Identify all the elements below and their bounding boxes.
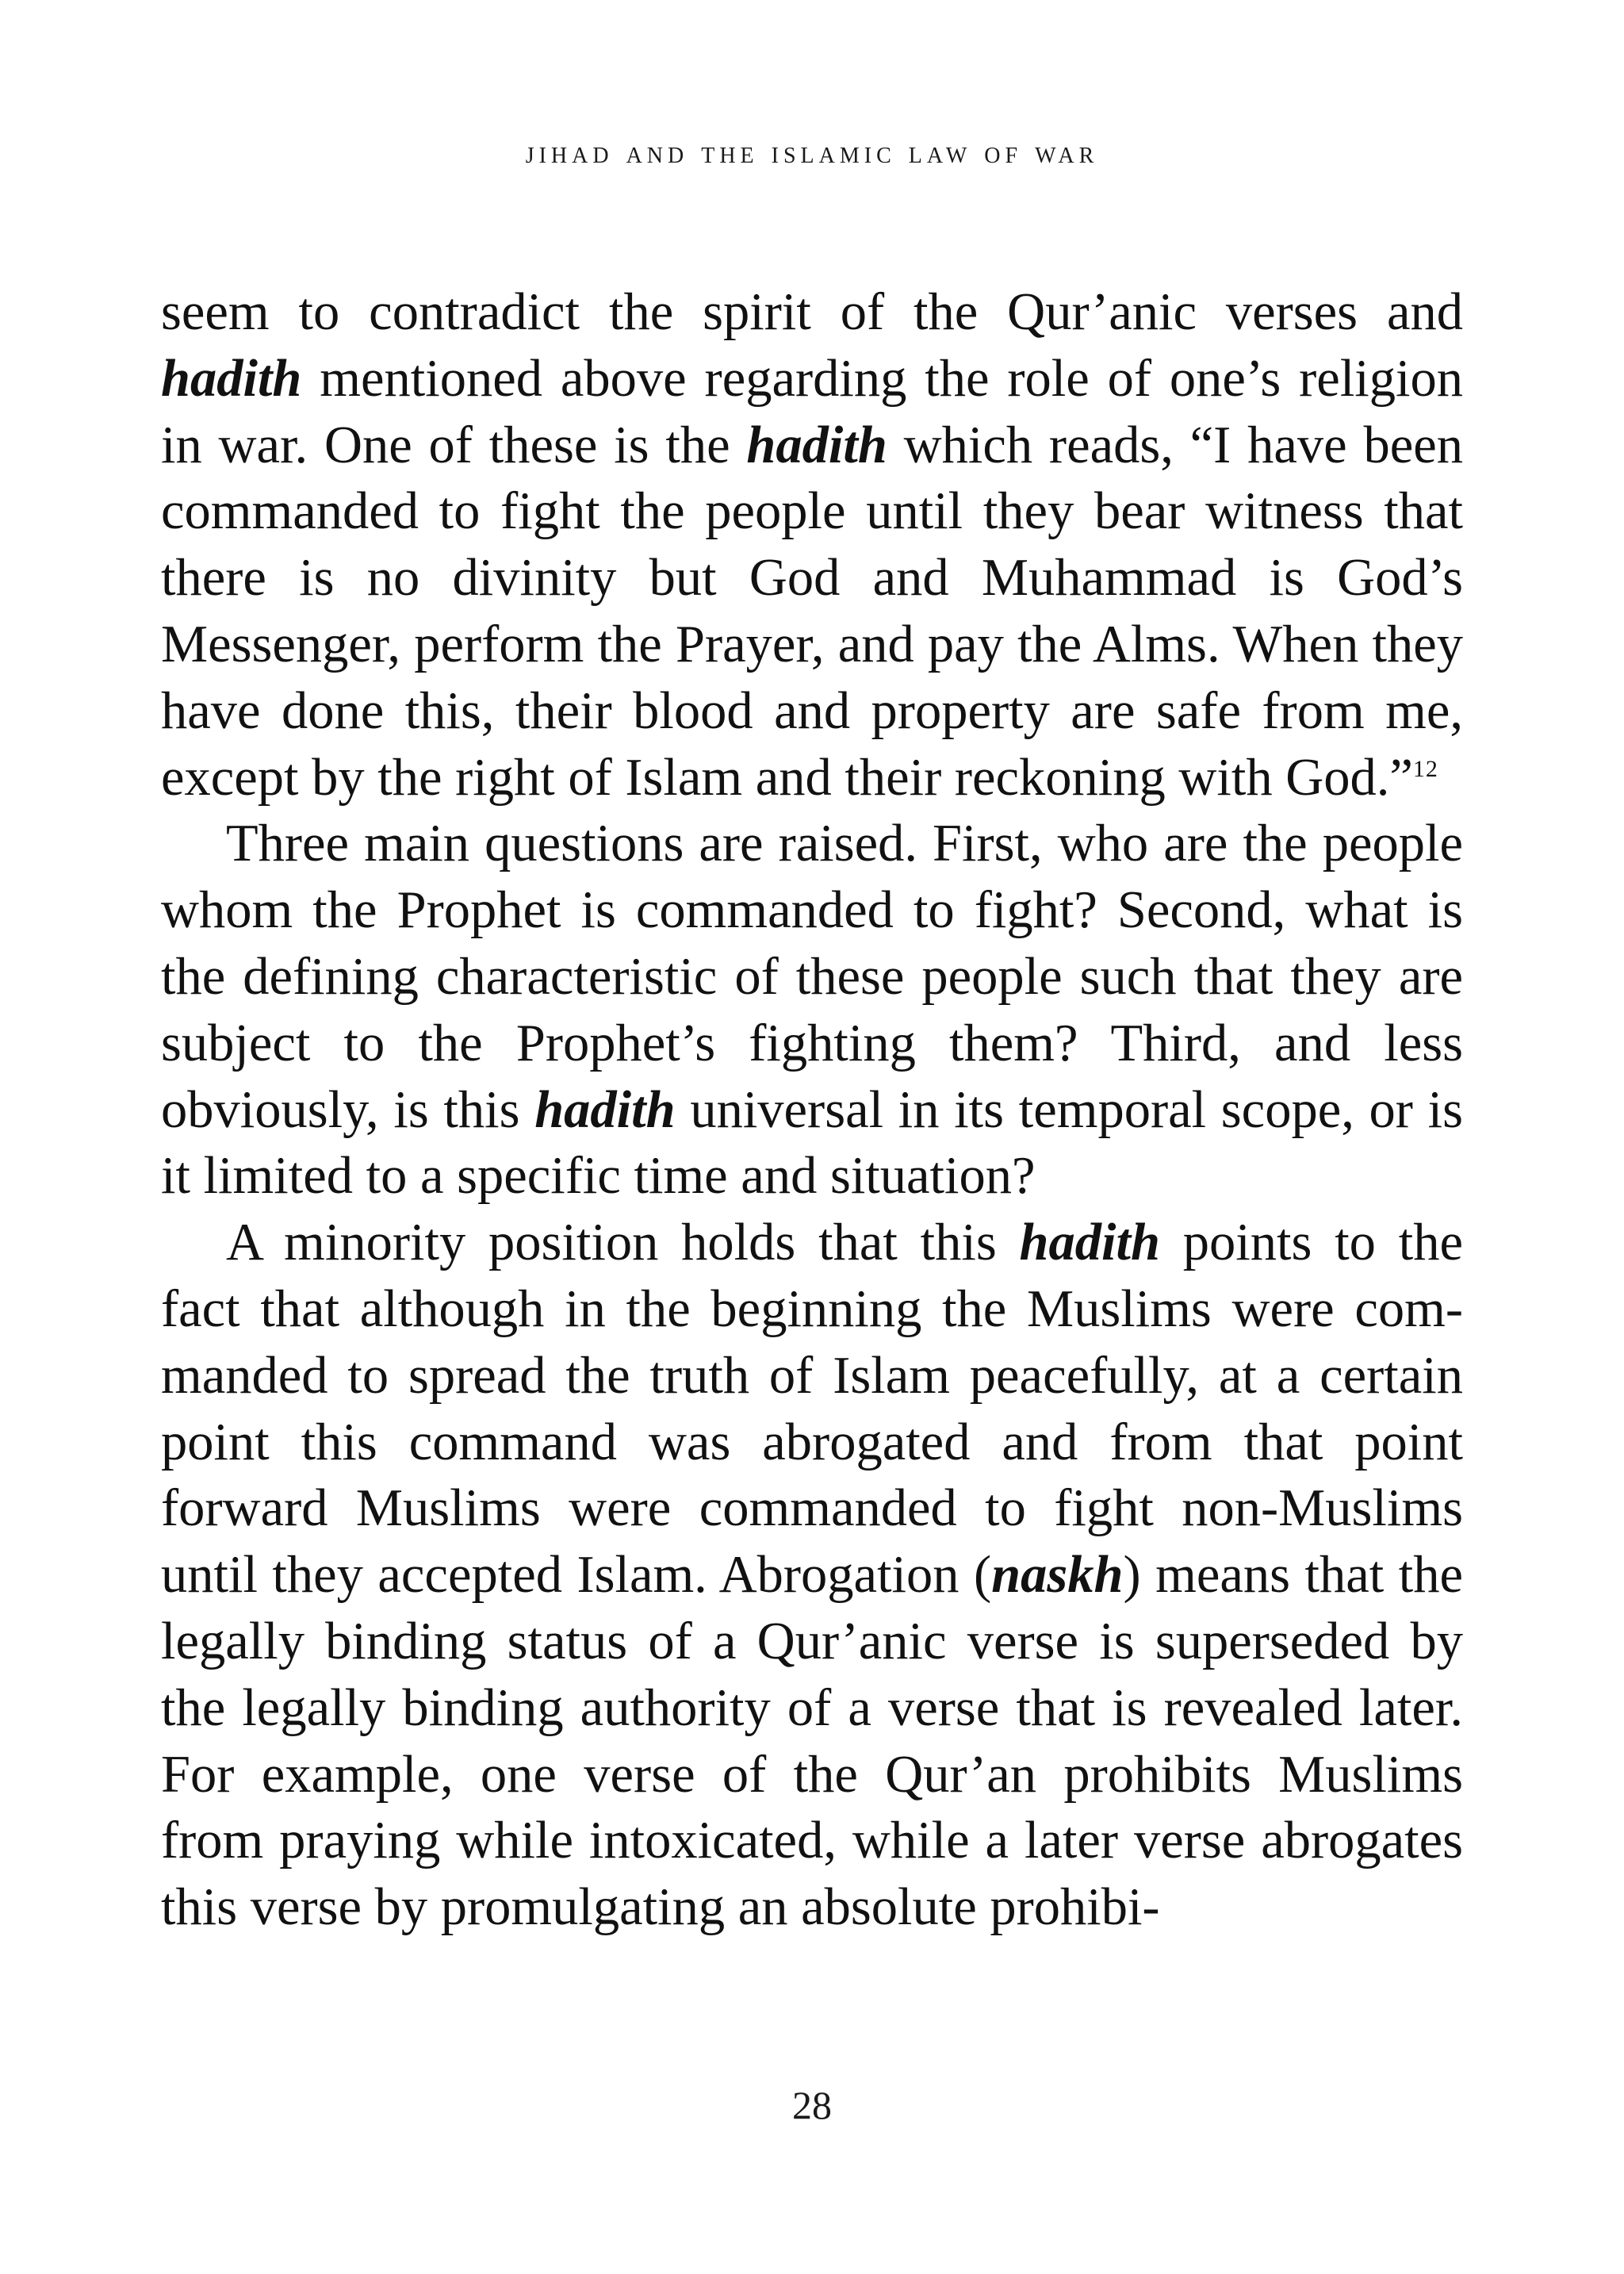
paragraph-3-text-3: ) means that the legally binding status of a Qur’anic verse is superseded by the legally binding authority of a verse that is revealed later. For example, one verse of the Qur’an prohibits Muslims from praying while intoxicated, while a later verse abrogates this verse by promulgating an absolute prohibi-	[161, 1546, 1463, 1937]
paragraph-1	[161, 279, 1463, 811]
paragraph-1-text-3: which reads, “I have been commanded to fight the people until they bear witness that there is no divinity but God and Muhammad is God’s Messenger, perform the Prayer, and pay the Alms. When they have done this, their blood and property are safe from me, except by the right of Islam and their reckoning with God.”	[161, 416, 1463, 807]
paragraph-1-italic-2: hadith	[746, 416, 887, 474]
page-number: 28	[792, 2083, 832, 2127]
footnote-marker: 12	[1412, 755, 1438, 782]
paragraph-3-italic-1: hadith	[1019, 1214, 1160, 1272]
paragraph-1-text-2: mentioned above regarding the role of one’s religion in war. One of these is the	[161, 349, 1463, 474]
paragraph-3-text-2: points to the fact that although in the beginning the Muslims were commanded to spread the truth of Islam peacefully, at a certain point this command was abrogated and from that point forward Muslims were commanded to fight non-Muslims until they accepted Islam. Abrogation (	[161, 1214, 1463, 1605]
paragraph-2	[161, 811, 1463, 1210]
paragraph-1-text-1: seem to contradict the spirit of the Qur’anic verses and	[161, 283, 1463, 341]
running-head: jihad and the islamic law of war	[525, 134, 1099, 170]
paragraph-1-italic-1: hadith	[161, 349, 302, 408]
paragraph-2-text-2: universal in its temporal scope, or is it limited to a specific time and situation?	[161, 1080, 1463, 1206]
paragraph-3-text-1: A minority position holds that this	[226, 1214, 1020, 1272]
paragraph-3	[161, 1210, 1463, 1941]
body-text	[161, 279, 1463, 1941]
paragraph-3-italic-2: naskh	[991, 1546, 1124, 1605]
paragraph-2-text-1: Three main questions are raised. First, who are the people whom the Prophet is commanded to fight? Second, what is the defining characteristic of these people such that they are subject to the Prophet’s fighting them? Third, and less obviously, is this	[161, 815, 1463, 1139]
paragraph-2-italic-1: hadith	[534, 1080, 676, 1139]
